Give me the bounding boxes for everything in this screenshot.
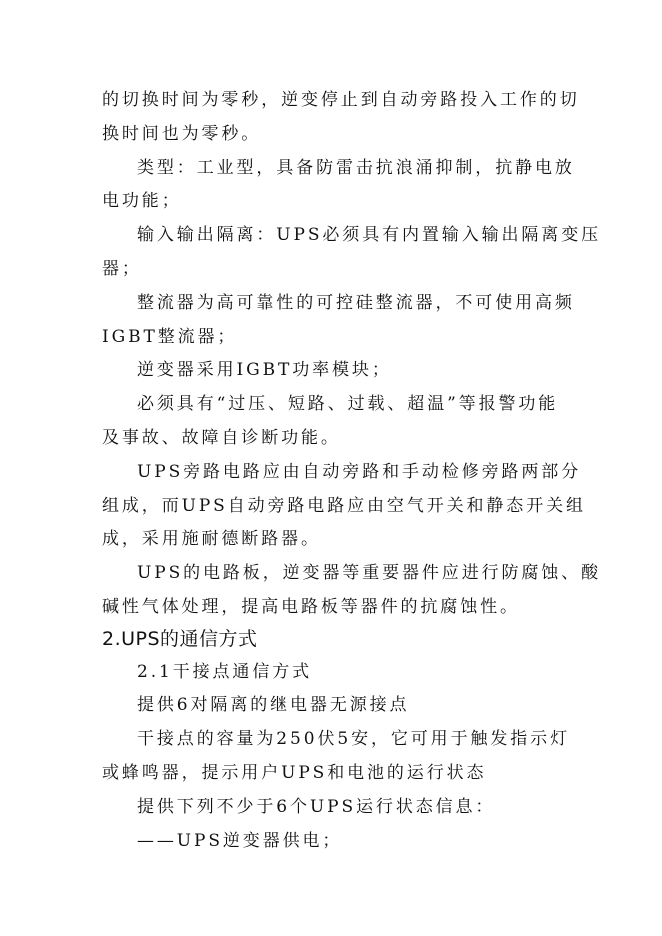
paragraph-line: 及事故、故障自诊断功能。 (102, 428, 341, 448)
paragraph-line: 必须具有“过压、短路、过载、超温”等报警功能 (137, 394, 559, 414)
paragraph-line: 换时间也为零秒。 (102, 124, 262, 144)
paragraph-line: 成，采用施耐德断路器。 (102, 529, 321, 549)
section-heading: 2.UPS的通信方式 (102, 628, 258, 650)
paragraph-line: 或蜂鸣器，提示用户UPS和电池的运行状态 (102, 763, 487, 783)
paragraph-line: UPS旁路电路应由自动旁路和手动检修旁路两部分 (137, 462, 582, 482)
paragraph-line: 提供下列不少于6个UPS运行状态信息： (137, 797, 496, 817)
paragraph-line: 提供6对隔离的继电器无源接点 (137, 695, 410, 715)
paragraph-line: UPS的电路板，逆变器等重要器件应进行防腐蚀、酸 (137, 563, 602, 583)
list-item: ——UPS逆变器供电； (137, 831, 343, 851)
subsection-title: 2.1干接点通信方式 (137, 662, 313, 682)
paragraph-line: 干接点的容量为250伏5安，它可用于触发指示灯 (137, 729, 570, 749)
paragraph-line: 的切换时间为零秒，逆变停止到自动旁路投入工作的切 (102, 90, 580, 110)
paragraph-line: 输入输出隔离：UPS必须具有内置输入输出隔离变压 (137, 225, 602, 245)
paragraph-line: 组成，而UPS自动旁路电路应由空气开关和静态开关组 (102, 496, 586, 516)
paragraph-line: IGBT整流器； (102, 327, 238, 347)
paragraph-line: 类型：工业型，具备防雷击抗浪涌抑制，抗静电放 (137, 158, 575, 178)
paragraph-line: 器； (102, 259, 142, 279)
paragraph-line: 碱性气体处理，提高电路板等器件的抗腐蚀性。 (102, 597, 520, 617)
paragraph-line: 逆变器采用IGBT功率模块； (137, 360, 392, 380)
paragraph-line: 电功能； (102, 191, 182, 211)
paragraph-line: 整流器为高可靠性的可控硅整流器，不可使用高频 (137, 293, 575, 313)
